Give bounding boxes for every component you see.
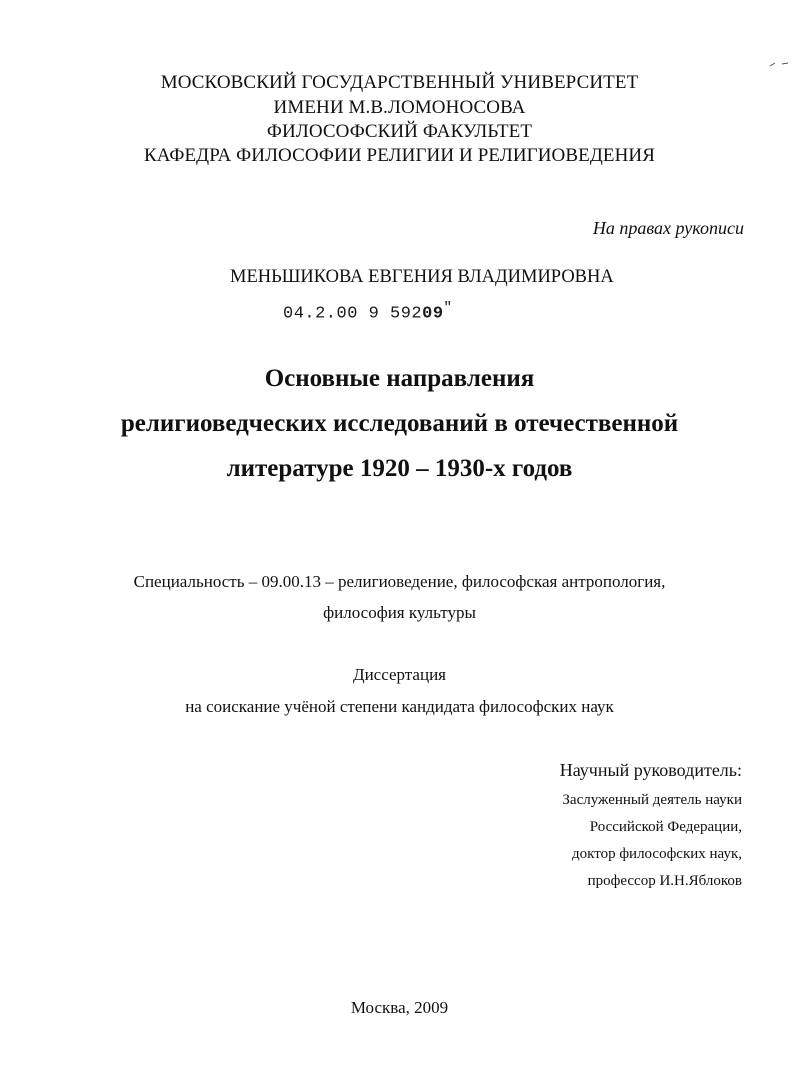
advisor-heading: Научный руководитель: bbox=[559, 760, 742, 780]
specialty-line-1: Специальность – 09.00.13 – религиоведение, философская антропология, bbox=[133, 572, 666, 591]
thesis-title-line-1: Основные направления bbox=[264, 365, 535, 392]
city-year: Москва, 2009 bbox=[350, 998, 449, 1017]
manuscript-rights-note: На правах рукописи bbox=[592, 218, 744, 238]
advisor-name: профессор И.Н.Яблоков bbox=[587, 873, 742, 889]
thesis-title-line-2: религиоведческих исследований в отечественной bbox=[120, 410, 679, 437]
faculty-name: ФИЛОСОФСКИЙ ФАКУЛЬТЕТ bbox=[266, 121, 533, 142]
stamp-number-bold: 09 bbox=[422, 304, 444, 324]
thesis-title-line-3: литературе 1920 – 1930-х годов bbox=[226, 455, 573, 482]
advisor-title-line-2: Российской Федерации, bbox=[589, 819, 742, 835]
author-name: МЕНЬШИКОВА ЕВГЕНИЯ ВЛАДИМИРОВНА bbox=[230, 267, 614, 287]
advisor-title-line-1: Заслуженный деятель науки bbox=[562, 792, 742, 808]
department-name: КАФЕДРА ФИЛОСОФИИ РЕЛИГИИ И РЕЛИГИОВЕДЕНИЯ bbox=[143, 145, 656, 166]
dissertation-type: Диссертация bbox=[352, 665, 446, 684]
registration-stamp bbox=[283, 300, 453, 324]
specialty-line-2: философия культуры bbox=[323, 603, 476, 622]
stamp-number-regular: 04.2.00 9 592 bbox=[283, 304, 423, 324]
advisor-title-line-3: доктор философских наук, bbox=[572, 846, 742, 862]
dissertation-degree: на соискание учёной степени кандидата философских наук bbox=[185, 697, 614, 716]
stamp-mark: " bbox=[443, 300, 453, 316]
scan-marks bbox=[768, 56, 792, 70]
university-name: МОСКОВСКИЙ ГОСУДАРСТВЕННЫЙ УНИВЕРСИТЕТ bbox=[160, 72, 639, 93]
university-named-after: ИМЕНИ М.В.ЛОМОНОСОВА bbox=[273, 97, 526, 118]
